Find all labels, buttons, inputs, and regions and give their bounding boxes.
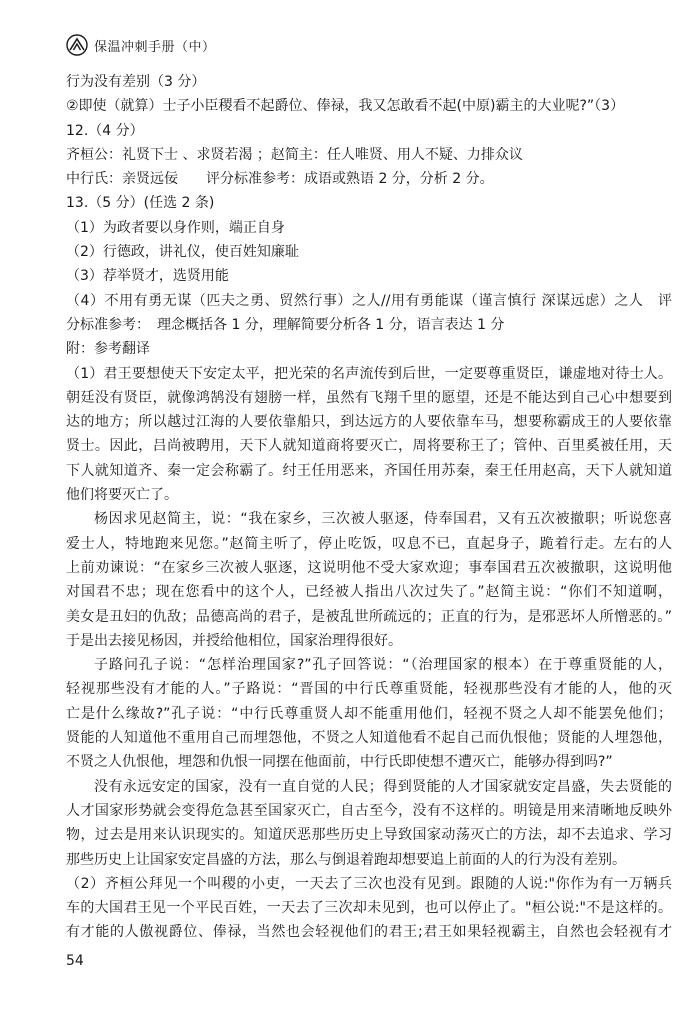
paragraph-line: （1）君王要想使天下安定太平，把光荣的名声流传到后世，一定要尊重贤臣，谦虚地对待士人。 [66, 365, 672, 382]
header-title: 保温冲刺手册（中） [94, 39, 216, 55]
paragraph-line: 他们将要灭亡了。 [66, 487, 178, 504]
section-heading: 附：参考翻译 [66, 341, 150, 358]
paragraph-line: 下人就知道齐、秦一定会称霸了。纣王任用恶来，齐国任用苏秦，秦王任用赵高，天下人就知道 [66, 462, 672, 479]
paragraph-line: 不贤之人仇恨他，埋怨和仇恨一同摆在他面前，中行氏即使想不遭灭亡，能够办得到吗?” [66, 754, 613, 771]
paragraph-line: 亡是什么缘故?”孔子说：“中行氏尊重贤人却不能重用他们，轻视不贤之人却不能罢免他们； [66, 705, 672, 722]
paragraph-line: 达的地方；所以越过江海的人要依靠船只，到达远方的人要依靠车马，想要称霸成王的人要依靠 [66, 414, 672, 431]
paragraph-line: 朝廷没有贤臣，就像鸿鹄没有翅膀一样，虽然有飞翔千里的愿望，还是不能达到自己心中想要到 [66, 389, 672, 406]
page-header [66, 34, 216, 56]
page-number: 54 [66, 953, 84, 969]
paragraph-line: 对国君不忠；现在您看中的这个人，已经被人指出八次过失了。”赵简主说：“你们不知道啊， [66, 584, 672, 601]
paragraph-line: 子路问孔子说：“怎样治理国家?”孔子回答说：“（治理国家的根本）在于尊重贤能的人， [94, 657, 672, 674]
paragraph-line: 美女是丑妇的仇敌；品德高尚的君子，是被乱世所疏远的；正直的行为，是邪恶坏人所憎恶的。” [66, 608, 672, 625]
answer-item: （2）行德政，讲礼仪，使百姓知廉耻 [66, 244, 299, 261]
answer-item: （3）荐举贤才，选贤用能 [66, 268, 229, 285]
text-line: 行为没有差别（3 分） [66, 74, 206, 90]
text-line: 齐桓公：礼贤下士 、求贤若渴 ；赵简主：任人唯贤、用人不疑、力排众议 [66, 146, 523, 163]
answer-item: （4）不用有勇无谋（匹夫之勇、贸然行事）之人//用有勇能谋（谨言慎行 深谋远虑）之人 评 [66, 292, 672, 309]
paragraph-line: 贤能的人知道他不重用自己而埋怨他，不贤之人知道他看不起自己而仇恨他；贤能的人埋怨他， [66, 730, 672, 747]
paragraph-line: 没有永远安定的国家，没有一直自觉的人民；得到贤能的人才国家就安定昌盛，失去贤能的 [94, 778, 672, 795]
page-content [66, 70, 672, 945]
paragraph-line: 有才能的人傲视爵位、俸禄，当然也会轻视他们的君王;君王如果轻视霸主，自然也会轻视有才 [66, 924, 672, 941]
text-line: ②即使（就算）士子小臣稷看不起爵位、俸禄，我又怎敢看不起(中原)霸主的大业呢?”（3） [66, 98, 625, 115]
paragraph-line: 杨因求见赵简主，说：“我在家乡，三次被人驱逐，侍奉国君，又有五次被撤职；听说您喜 [94, 511, 672, 528]
paragraph-line: 爱士人，特地跑来见您。”赵简主听了，停止吃饭，叹息不已，直起身子，跪着行走。左右的人 [66, 535, 672, 552]
answer-item: （1）为政者要以身作则，端正自身 [66, 219, 285, 236]
paragraph-line: 于是出去接见杨因，并授给他相位，国家治理得很好。 [66, 632, 402, 649]
book-logo-icon [66, 34, 88, 56]
paragraph-line: 轻视那些没有才能的人。”子路说：“晋国的中行氏尊重贤能，轻视那些没有才能的人，他的灭 [66, 681, 672, 698]
paragraph-line: 贤士。因此，吕尚被聘用，天下人就知道商将要灭亡，周将要称王了；管仲、百里奚被任用，天 [66, 438, 672, 455]
paragraph-line: （2）齐桓公拜见一个叫稷的小吏，一天去了三次也没有见到。跟随的人说:"你作为有一万辆兵 [66, 875, 672, 892]
text-line: 中行氏：亲贤远佞 评分标准参考：成语或熟语 2 分，分析 2 分。 [66, 171, 494, 188]
paragraph-line: 人才国家形势就会变得危急甚至国家灭亡，自古至今，没有不这样的。明镜是用来清晰地反映外 [66, 802, 672, 819]
paragraph-line: 车的大国君王见一个平民百姓，一天去了三次却未见到，也可以停止了。"桓公说:"不是这样的。 [66, 900, 672, 917]
question-number: 12.（4 分） [66, 122, 144, 139]
paragraph-line: 上前劝谏说：“在家乡三次被人驱逐，这说明他不受大家欢迎；事奉国君五次被撤职，这说明他 [66, 559, 672, 576]
question-number: 13.（5 分）(任选 2 条) [66, 195, 215, 212]
paragraph-line: 那些历史上让国家安定昌盛的方法，那么与倒退着跑却想要追上前面的人的行为没有差别。 [66, 851, 626, 868]
paragraph-line: 物，过去是用来认识现实的。知道厌恶那些历史上导致国家动荡灭亡的方法，却不去追求、学习 [66, 827, 672, 844]
text-line: 分标准参考： 理念概括各 1 分，理解简要分析各 1 分，语言表达 1 分 [66, 316, 505, 333]
